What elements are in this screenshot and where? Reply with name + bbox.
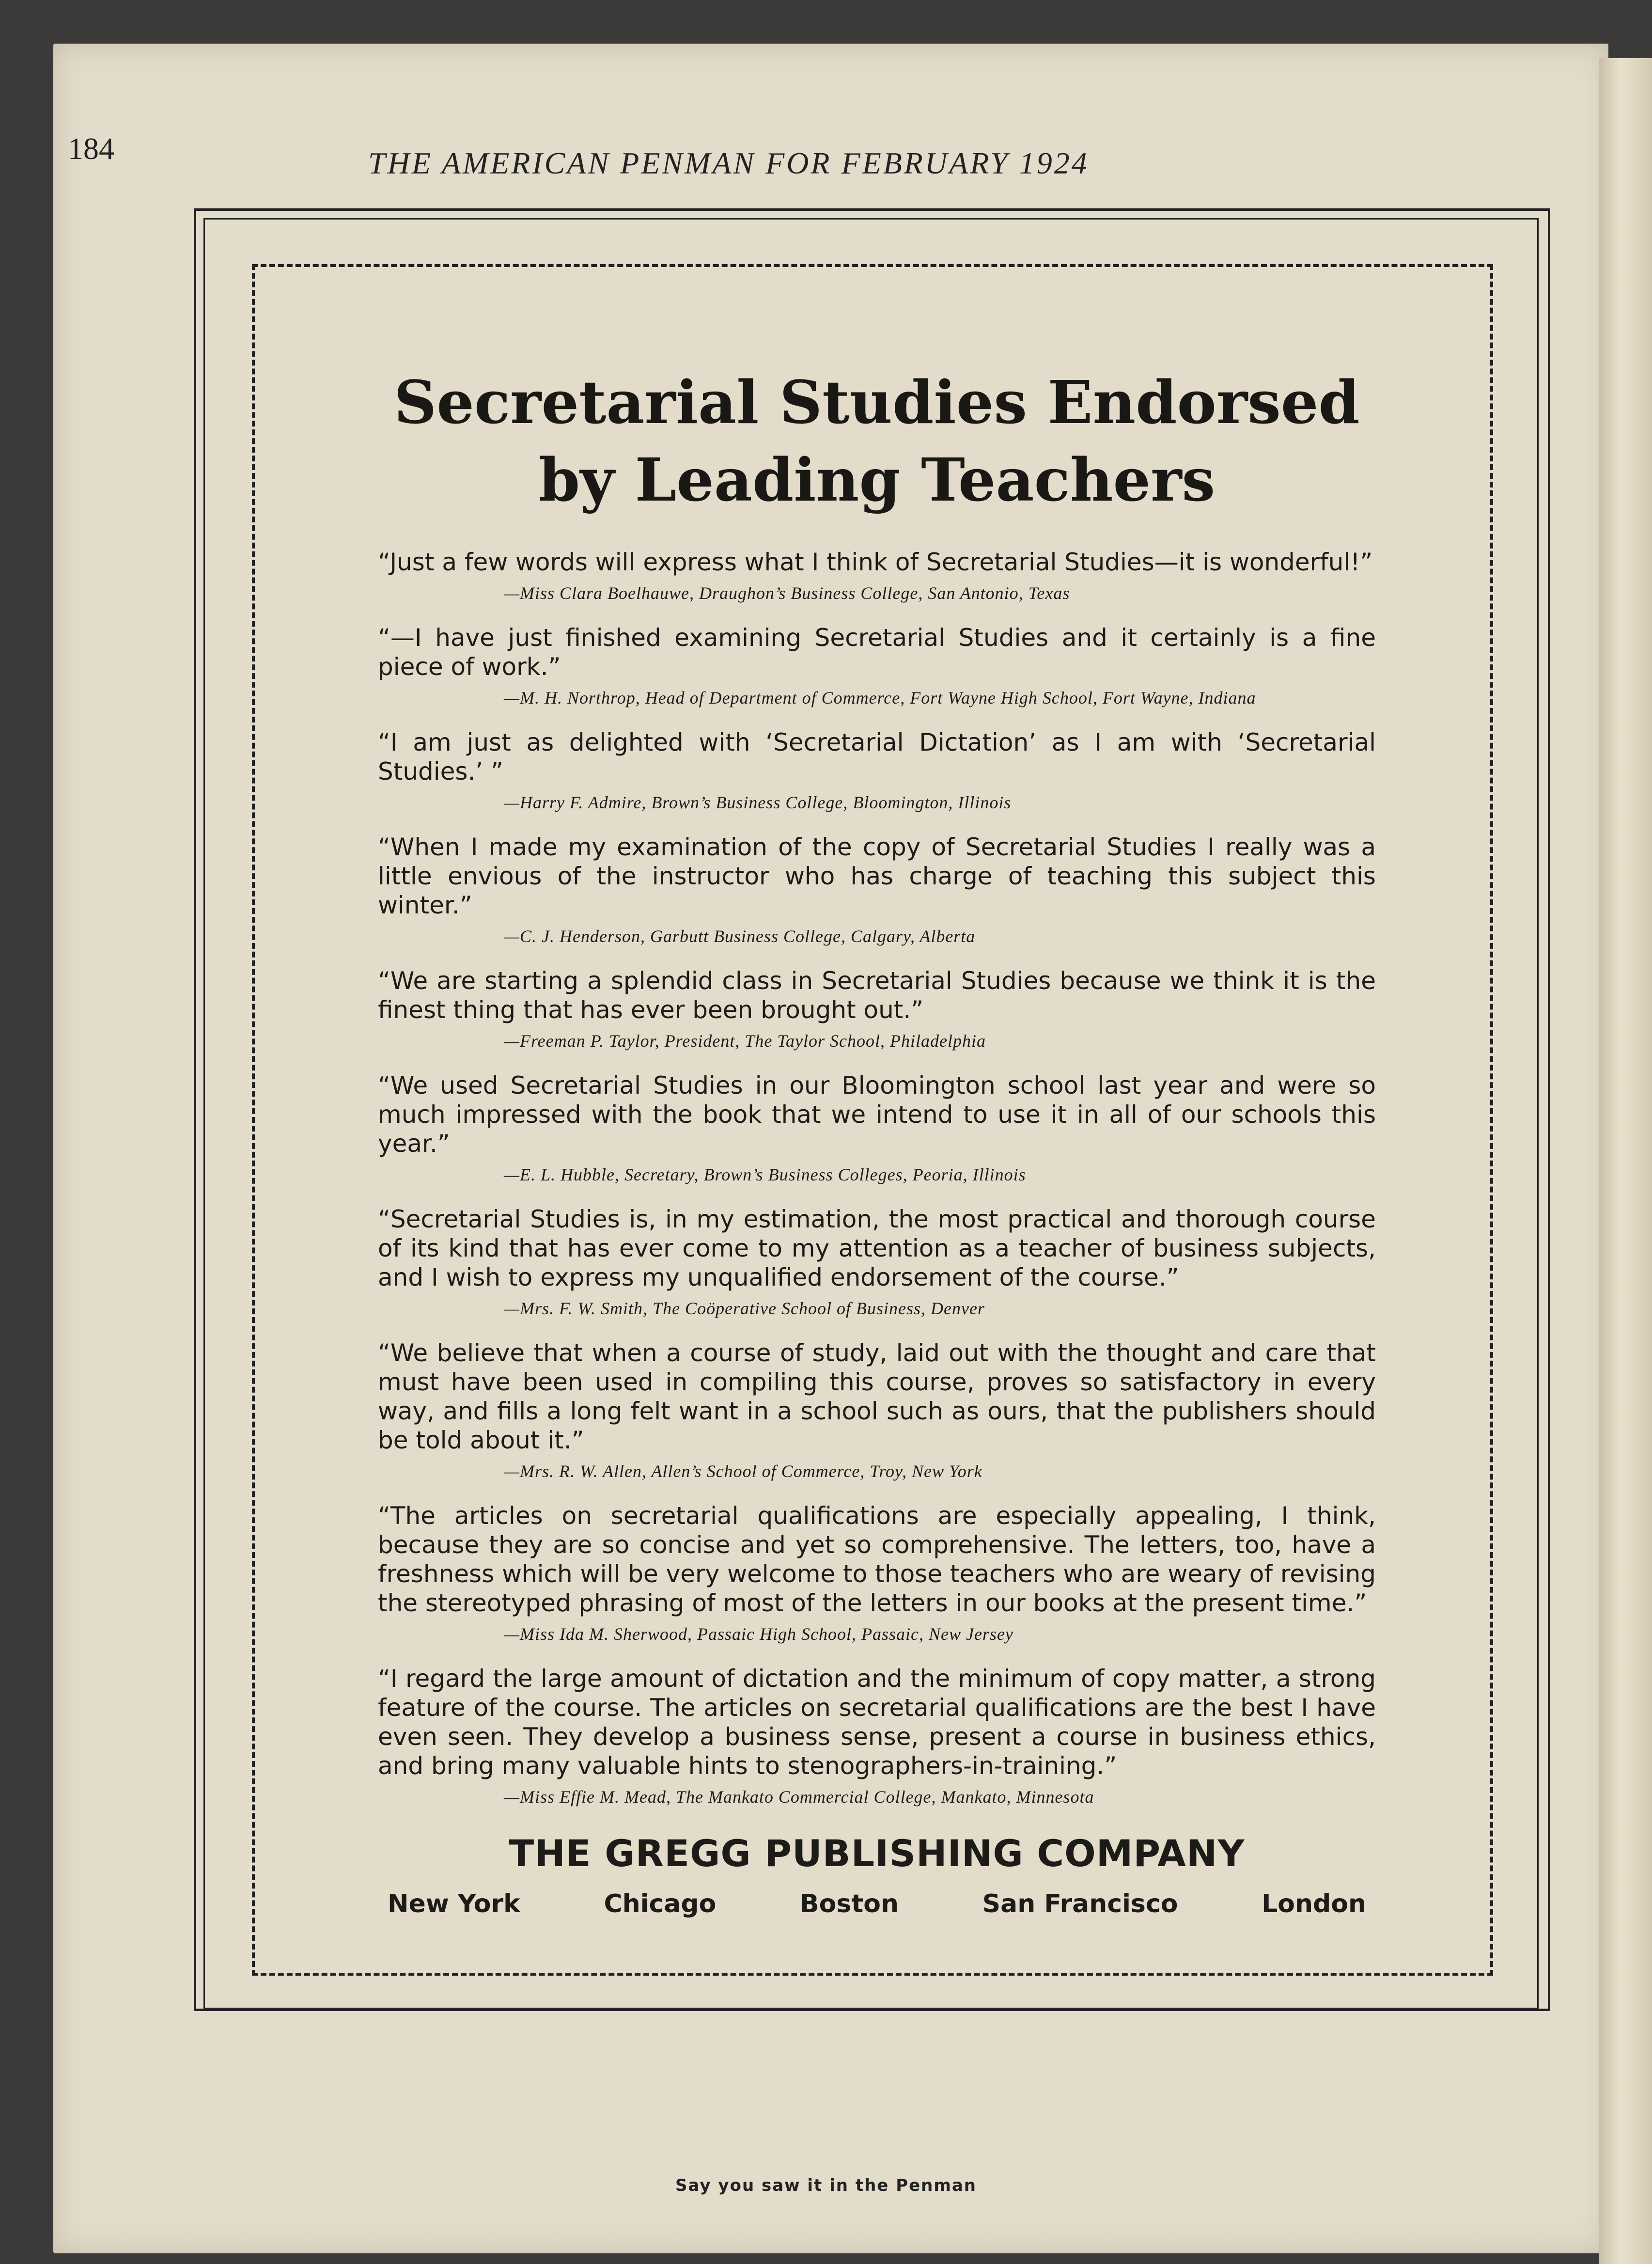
testimonial-attribution: —Mrs. F. W. Smith, The Coöperative School of Business, Denver (504, 1299, 985, 1318)
city-london: London (1262, 1889, 1366, 1918)
testimonial (378, 1501, 1376, 1645)
testimonial-attribution: —Harry F. Admire, Brown’s Business College, Bloomington, Illinois (504, 793, 1012, 812)
city-chicago: Chicago (604, 1889, 717, 1918)
publisher-name: THE GREGG PUBLISHING COMPANY (509, 1832, 1245, 1875)
testimonial (378, 966, 1376, 1052)
testimonial (378, 623, 1376, 708)
headline (378, 363, 1376, 519)
testimonial-quote: “We are starting a splendid class in Secretarial Studies because we think it is the finest thing that has ever been brought out.” (378, 967, 1376, 1024)
testimonial-quote: “—I have just finished examining Secretarial Studies and it certainly is a fine piece of work.” (378, 624, 1376, 681)
testimonial-quote: “We believe that when a course of study, laid out with the thought and care that must have been used in compiling this course, proves so satisfactory in every way, and fills a long felt want in a school such as ours, that the publishers should be told about it.” (378, 1339, 1376, 1454)
testimonial (378, 1071, 1376, 1185)
testimonial-attribution: —M. H. Northrop, Head of Department of Commerce, Fort Wayne High School, Fort Wayne, Indiana (504, 688, 1256, 708)
testimonial-quote: “Just a few words will express what I think of Secretarial Studies—it is wonderful!” (378, 548, 1373, 576)
advertisement (378, 363, 1376, 1918)
testimonial (378, 1664, 1376, 1808)
testimonial-quote: “We used Secretarial Studies in our Bloomington school last year and were so much impressed with the book that we intend to use it in all of our schools this year.” (378, 1071, 1376, 1158)
testimonial-quote: “Secretarial Studies is, in my estimation, the most practical and thorough course of its kind that has ever come to my attention as a teacher of business subjects, and I wish to express my unqualified endorsement of the course.” (378, 1205, 1376, 1291)
page-footer: Say you saw it in the Penman (675, 2176, 977, 2195)
running-title: THE AMERICAN PENMAN FOR FEBRUARY 1924 (368, 146, 1089, 180)
testimonial-attribution: —E. L. Hubble, Secretary, Brown’s Business Colleges, Peoria, Illinois (504, 1165, 1026, 1184)
testimonial-attribution: —Mrs. R. W. Allen, Allen’s School of Commerce, Troy, New York (504, 1462, 982, 1481)
testimonial (378, 1205, 1376, 1319)
testimonial-attribution: —Miss Ida M. Sherwood, Passaic High School, Passaic, New Jersey (504, 1624, 1013, 1644)
testimonial-attribution: —C. J. Henderson, Garbutt Business College, Calgary, Alberta (504, 927, 976, 946)
testimonial-attribution: —Freeman P. Taylor, President, The Taylor School, Philadelphia (504, 1031, 986, 1051)
headline-line-1: Secretarial Studies Endorsed (394, 367, 1360, 437)
testimonial-attribution: —Miss Effie M. Mead, The Mankato Commercial College, Mankato, Minnesota (504, 1787, 1094, 1807)
testimonial-quote: “I regard the large amount of dictation and the minimum of copy matter, a strong feature of the course. The articles on secretarial qualifications are the best I have even seen. They develop a business sense, present a course in business ethics, and bring many valuable hints to stenographers-in-training.” (378, 1665, 1376, 1780)
testimonial (378, 833, 1376, 947)
testimonial (378, 548, 1376, 604)
city-san-francisco: San Francisco (982, 1889, 1178, 1918)
testimonial-quote: “The articles on secretarial qualifications are especially appealing, I think, because they are so concise and yet so comprehensive. The letters, too, have a freshness which will be very welcome to those teachers who are weary of revising the stereotyped phrasing of most of the letters in our books at the present time.” (378, 1502, 1376, 1617)
page-edge (1599, 58, 1652, 2264)
publisher-cities (378, 1889, 1376, 1918)
testimonial-quote: “When I made my examination of the copy of Secretarial Studies I really was a little envious of the instructor who has charge of teaching this subject this winter.” (378, 833, 1376, 919)
city-new-york: New York (388, 1889, 520, 1918)
city-boston: Boston (800, 1889, 899, 1918)
testimonial (378, 728, 1376, 813)
testimonial-quote: “I am just as delighted with ‘Secretarial Dictation’ as I am with ‘Secretarial Studies.’ ” (378, 728, 1376, 786)
testimonial (378, 1338, 1376, 1482)
page-number: 184 (68, 131, 114, 166)
testimonial-attribution: —Miss Clara Boelhauwe, Draughon’s Business College, San Antonio, Texas (504, 583, 1070, 603)
headline-line-2: by Leading Teachers (538, 445, 1216, 515)
